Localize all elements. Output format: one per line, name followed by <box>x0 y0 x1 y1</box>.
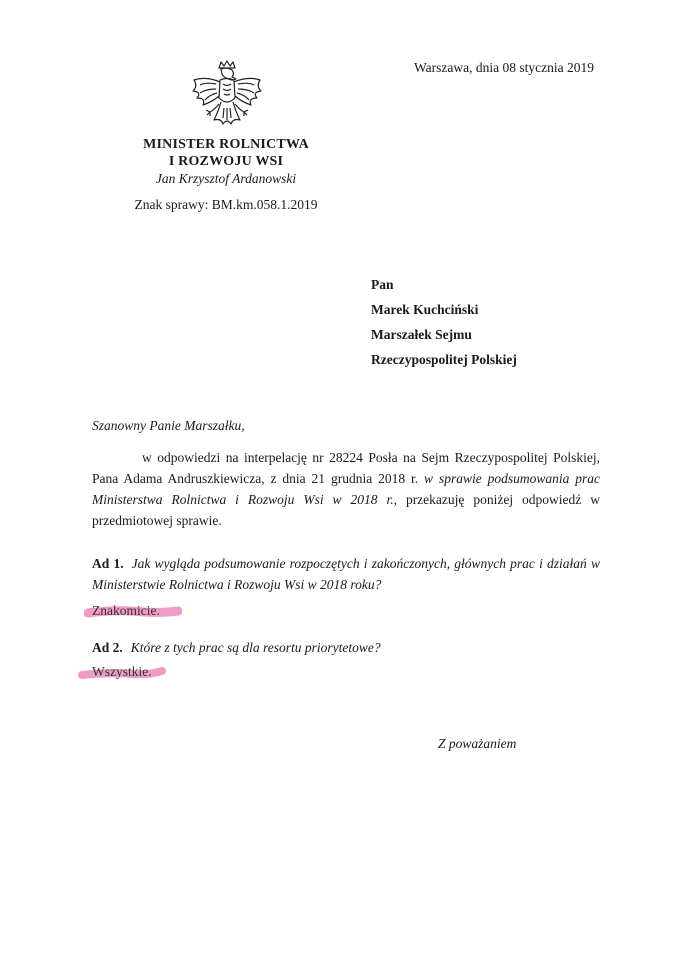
question-item-2 <box>92 637 600 658</box>
recipient-name: Marek Kuchciński <box>371 302 479 317</box>
answer-1 <box>92 603 160 619</box>
ministry-name-line1: MINISTER ROLNICTWA <box>143 137 309 152</box>
question-label: Ad 1. <box>92 556 124 571</box>
closing-phrase: Z poważaniem <box>438 736 517 751</box>
polish-eagle-emblem-icon <box>188 60 266 136</box>
ministry-header <box>110 136 342 214</box>
answer-text: Wszystkie. <box>92 664 152 679</box>
recipient-institution: Rzeczypospolitej Polskiej <box>371 352 517 367</box>
intro-paragraph <box>92 447 600 531</box>
minister-name: Jan Krzysztof Ardanowski <box>155 171 297 186</box>
date-line: Warszawa, dnia 08 stycznia 2019 <box>414 60 594 75</box>
intro-text-subject: w sprawie podsumowania prac Ministerstwa Rolnictwa i Rozwoju Wsi w 2018 r. <box>92 471 600 507</box>
recipient-block <box>371 276 517 376</box>
letter-greeting: Szanowny Panie Marszałku, <box>92 418 245 433</box>
question-item-1 <box>92 553 600 595</box>
case-reference: Znak sprawy: BM.km.058.1.2019 <box>134 197 318 212</box>
recipient-salutation: Pan <box>371 277 394 292</box>
question-text: Jak wygląda podsumowanie rozpoczętych i zakończonych, głównych prac i działań w Ministerstwie Rolnictwa i Rozwoju Wsi w 2018 roku? <box>92 556 600 592</box>
question-text: Które z tych prac są dla resortu priorytetowe? <box>130 640 381 655</box>
ministry-name-line2: I ROZWOJU WSI <box>168 154 284 169</box>
intro-text-part1: w odpowiedzi na interpelację nr 28224 Posła na Sejm Rzeczypospolitej Polskiej, Pana Adama Andruszkiewicza, z dnia 21 grudnia 2018 r. <box>92 450 600 486</box>
question-label: Ad 2. <box>92 640 123 655</box>
answer-text: Znakomicie. <box>92 603 160 618</box>
recipient-title: Marszałek Sejmu <box>371 327 472 342</box>
intro-text-part3: , przekazuję poniżej odpowiedź w przedmiotowej sprawie. <box>92 492 600 528</box>
answer-2 <box>92 664 152 680</box>
